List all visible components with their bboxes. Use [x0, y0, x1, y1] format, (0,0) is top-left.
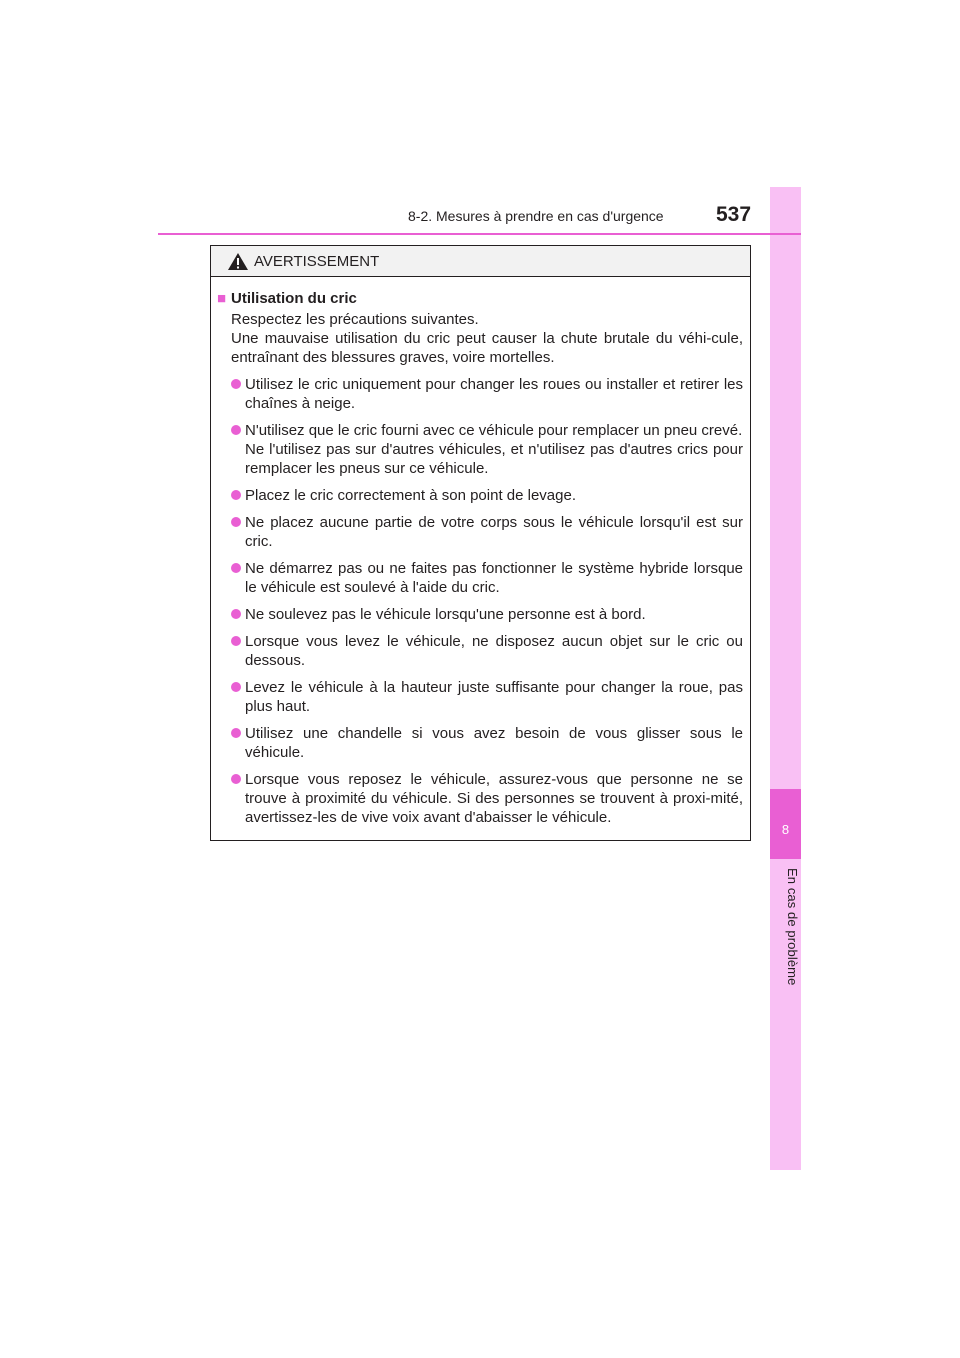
- list-item: [217, 513, 743, 551]
- list-item: [217, 632, 743, 670]
- warning-header: [211, 246, 750, 277]
- bullet-dot-icon: [231, 682, 241, 692]
- warning-box: [210, 245, 751, 841]
- list-item-text: Ne démarrez pas ou ne faites pas fonctionner le système hybride lorsque le véhicule est soulevé à l'aide du cric.: [245, 560, 743, 596]
- side-chapter-tab: [770, 187, 801, 1170]
- bullet-dot-icon: [231, 425, 241, 435]
- intro-line: Respectez les précautions suivantes.: [231, 311, 479, 328]
- page-number: 537: [716, 203, 752, 226]
- list-item: [217, 375, 743, 413]
- list-item-text: N'utilisez que le cric fourni avec ce véhicule pour remplacer un pneu crevé.: [245, 422, 743, 439]
- list-item: [217, 421, 743, 478]
- bullet-dot-icon: [231, 517, 241, 527]
- list-item: [217, 605, 743, 624]
- bullet-dot-icon: [231, 563, 241, 573]
- warning-subheading: [217, 289, 743, 308]
- list-item-text: Utilisez le cric uniquement pour changer les roues ou installer et retirer les chaînes à neige.: [245, 376, 743, 412]
- list-item: [217, 770, 743, 827]
- section-title: 8-2. Mesures à prendre en cas d'urgence: [408, 208, 664, 224]
- warning-triangle-icon: [227, 252, 249, 271]
- warning-bullet-list: [217, 375, 743, 827]
- bullet-dot-icon: [231, 379, 241, 389]
- bullet-dot-icon: [231, 774, 241, 784]
- list-item-text: Lorsque vous levez le véhicule, ne disposez aucun objet sur le cric ou dessous.: [245, 633, 743, 669]
- bullet-dot-icon: [231, 609, 241, 619]
- chapter-number: 8: [781, 822, 790, 837]
- list-item: [217, 486, 743, 505]
- list-item: [217, 724, 743, 762]
- list-item-text: Utilisez une chandelle si vous avez besoin de vous glisser sous le véhicule.: [245, 725, 743, 761]
- list-item-text: Ne soulevez pas le véhicule lorsqu'une personne est à bord.: [245, 606, 646, 623]
- list-item: [217, 678, 743, 716]
- header-rule: [158, 233, 801, 235]
- bullet-dot-icon: [231, 636, 241, 646]
- list-item-text: Ne l'utilisez pas sur d'autres véhicules, et n'utilisez pas d'autres crics pour remplacer les pneus sur ce véhicule.: [245, 441, 743, 477]
- subheading-text: Utilisation du cric: [231, 290, 357, 307]
- list-item: [217, 559, 743, 597]
- bullet-dot-icon: [231, 490, 241, 500]
- warning-content: [217, 289, 743, 835]
- square-bullet-icon: ■: [217, 290, 227, 307]
- list-item-text: Ne placez aucune partie de votre corps sous le véhicule lorsqu'il est sur cric.: [245, 514, 743, 550]
- bullet-dot-icon: [231, 728, 241, 738]
- list-item-text: Placez le cric correctement à son point de levage.: [245, 487, 577, 504]
- chapter-title: En cas de problème: [785, 868, 800, 986]
- warning-intro: [231, 310, 743, 367]
- list-item-text: Levez le véhicule à la hauteur juste suffisante pour changer la roue, pas plus haut.: [245, 679, 743, 715]
- intro-line: Une mauvaise utilisation du cric peut causer la chute brutale du véhi-cule, entraînant des blessures graves, voire mortelles.: [231, 330, 743, 366]
- list-item-text: Lorsque vous reposez le véhicule, assurez-vous que personne ne se trouve à proximité du véhicule. Si des personnes se trouvent à proxi-mité, avertissez-les de vive voix avant d'abaisser le véhicule.: [245, 771, 743, 826]
- warning-label: AVERTISSEMENT: [254, 253, 380, 270]
